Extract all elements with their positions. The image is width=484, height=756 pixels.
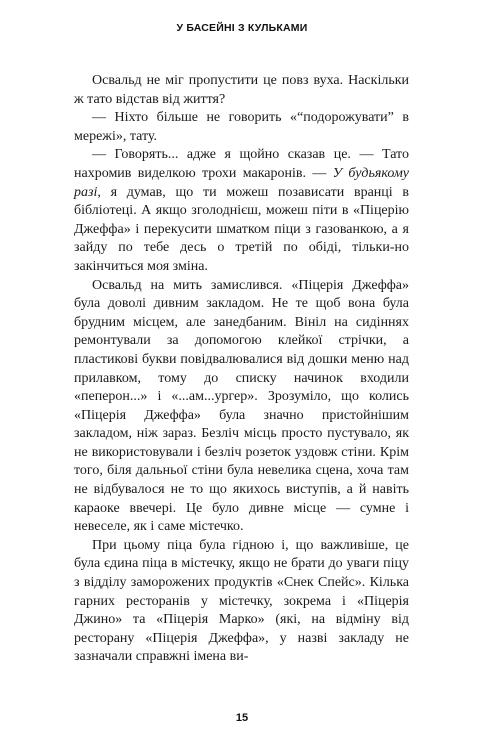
paragraph — [74, 277, 409, 537]
text-run: Освальд не міг пропустити це повз вуха. Наскільки ж тато відстав від життя? — [74, 73, 409, 107]
running-title: У БАСЕЙНІ З КУЛЬКАМИ — [176, 22, 308, 34]
text-run: — Ніхто більше не говорить «“подорожувати” в мережі», тату. — [74, 110, 409, 144]
page-number: 15 — [235, 712, 249, 724]
paragraph — [74, 109, 409, 146]
paragraph — [74, 72, 409, 109]
paragraph — [74, 537, 409, 667]
text-run: — Говорять... адже я щойно сказав це. — Тато нахромив виделкою трохи макаронів. — — [74, 147, 409, 181]
body-text — [74, 72, 409, 667]
text-run: При цьому піца була гідною і, що важливіше, це була єдина піца в містечку, якщо не брати до уваги піцу з відділу заморожених продуктів «Снек Спейс». Кілька гарних ресторанів у містечку, зокрема і «Піцерія Джино» та «Піцерія Марко» (які, на відміну від ресторану «Піцерія Джеффа», у назві закладу не зазначали справжні імена ви- — [74, 537, 409, 665]
paragraph — [74, 146, 409, 276]
text-run: Освальд на мить замислився. «Піцерія Джеффа» була доволі дивним закладом. Не те щоб вона була брудним місцем, але занедбаним. Вініл на сидіннях ремонтували за допомогою клейкої стрічки, а пластикові букви повідвалювалися від дошки меню над прилавком, тому до списку начинок входили «пеперон...» і «...ам...ургер». Зрозуміло, що колись «Піцерія Джеффа» була значно пристойнішим закладом, ніж зараз. Безліч місць просто пустувало, як не використовували і безліч розеток уздовж стіни. Крім того, біля дальньої стіни була невелика сцена, хоча там не відбувалося не то що якихось виступів, а й навіть караоке ввечері. Це було дивне місце — сумне і невеселе, як і саме містечко. — [74, 277, 409, 535]
italic-text: У будьякому разі — [74, 165, 409, 200]
text-run: , я думав, що ти можеш позависати вранці в бібліотеці. А якщо зголоднієш, можеш піти в «Піцерію Джеффа» і перекусити шматком піци з газованкою, а я зайду по тебе десь о третій по обіді, тільки-но закінчиться моя зміна. — [74, 184, 409, 274]
